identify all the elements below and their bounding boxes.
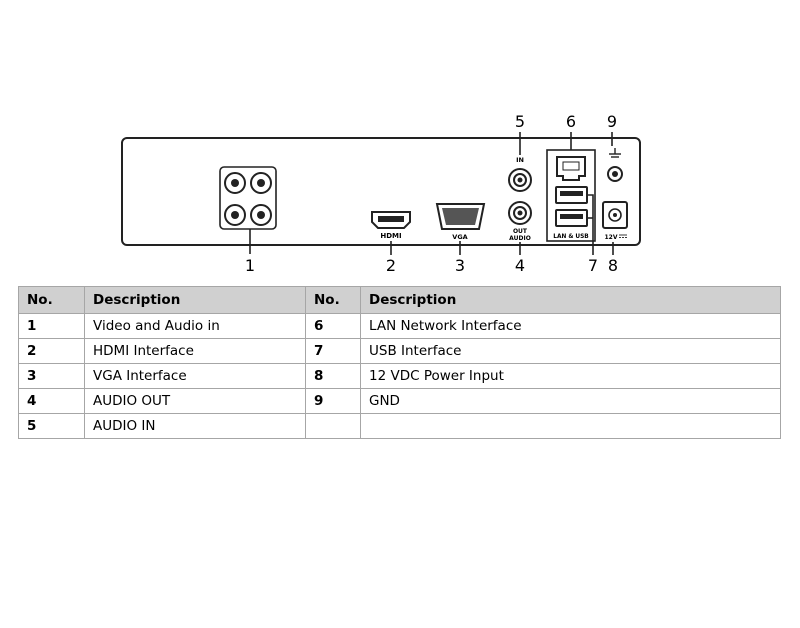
table-row (19, 339, 781, 364)
lan-usb-label: LAN & USB (553, 234, 589, 240)
row-number: 6 (306, 314, 361, 339)
usb-port-1 (556, 187, 587, 203)
row-description: AUDIO IN (85, 414, 306, 439)
row-description: VGA Interface (85, 364, 306, 389)
header-no: No. (19, 287, 85, 314)
row-description: USB Interface (361, 339, 781, 364)
table-header-row (19, 287, 781, 314)
header-description: Description (361, 287, 781, 314)
power-jack (603, 202, 627, 228)
audio-in-jack (509, 169, 531, 191)
row-number: 5 (19, 414, 85, 439)
vga-label: VGA (452, 233, 468, 241)
callout-7: 7 (587, 256, 599, 275)
header-description: Description (85, 287, 306, 314)
row-description: GND (361, 389, 781, 414)
table-row (19, 414, 781, 439)
power-label: 12V (604, 234, 618, 241)
row-description: LAN Network Interface (361, 314, 781, 339)
interface-description-table (18, 286, 781, 439)
row-number: 1 (19, 314, 85, 339)
bnc-connector-group (220, 167, 276, 229)
callout-1: 1 (244, 256, 256, 275)
row-description: Video and Audio in (85, 314, 306, 339)
row-number: 9 (306, 389, 361, 414)
callout-3: 3 (454, 256, 466, 275)
table-row (19, 389, 781, 414)
rear-panel-diagram (0, 0, 800, 280)
callout-5: 5 (514, 112, 526, 131)
gnd-terminal (608, 167, 622, 181)
callout-9: 9 (606, 112, 618, 131)
row-description: AUDIO OUT (85, 389, 306, 414)
audio-out-label-1: OUT (512, 228, 528, 235)
row-number: 8 (306, 364, 361, 389)
audio-out-label-2: AUDIO (509, 235, 531, 242)
row-number: 7 (306, 339, 361, 364)
audio-out-jack (509, 202, 531, 224)
callout-6: 6 (565, 112, 577, 131)
row-description: 12 VDC Power Input (361, 364, 781, 389)
usb-port-2 (556, 210, 587, 226)
row-number: 4 (19, 389, 85, 414)
header-no: No. (306, 287, 361, 314)
callout-4: 4 (514, 256, 526, 275)
table-row (19, 364, 781, 389)
vga-port (437, 204, 484, 229)
table-row (19, 314, 781, 339)
row-number: 2 (19, 339, 85, 364)
row-number: 3 (19, 364, 85, 389)
lan-port (557, 157, 585, 180)
callout-2: 2 (385, 256, 397, 275)
callout-8: 8 (607, 256, 619, 275)
row-description: HDMI Interface (85, 339, 306, 364)
hdmi-label: HDMI (380, 232, 402, 240)
row-description (361, 414, 781, 439)
hdmi-port (372, 212, 410, 228)
row-number (306, 414, 361, 439)
audio-in-label: IN (516, 156, 524, 164)
